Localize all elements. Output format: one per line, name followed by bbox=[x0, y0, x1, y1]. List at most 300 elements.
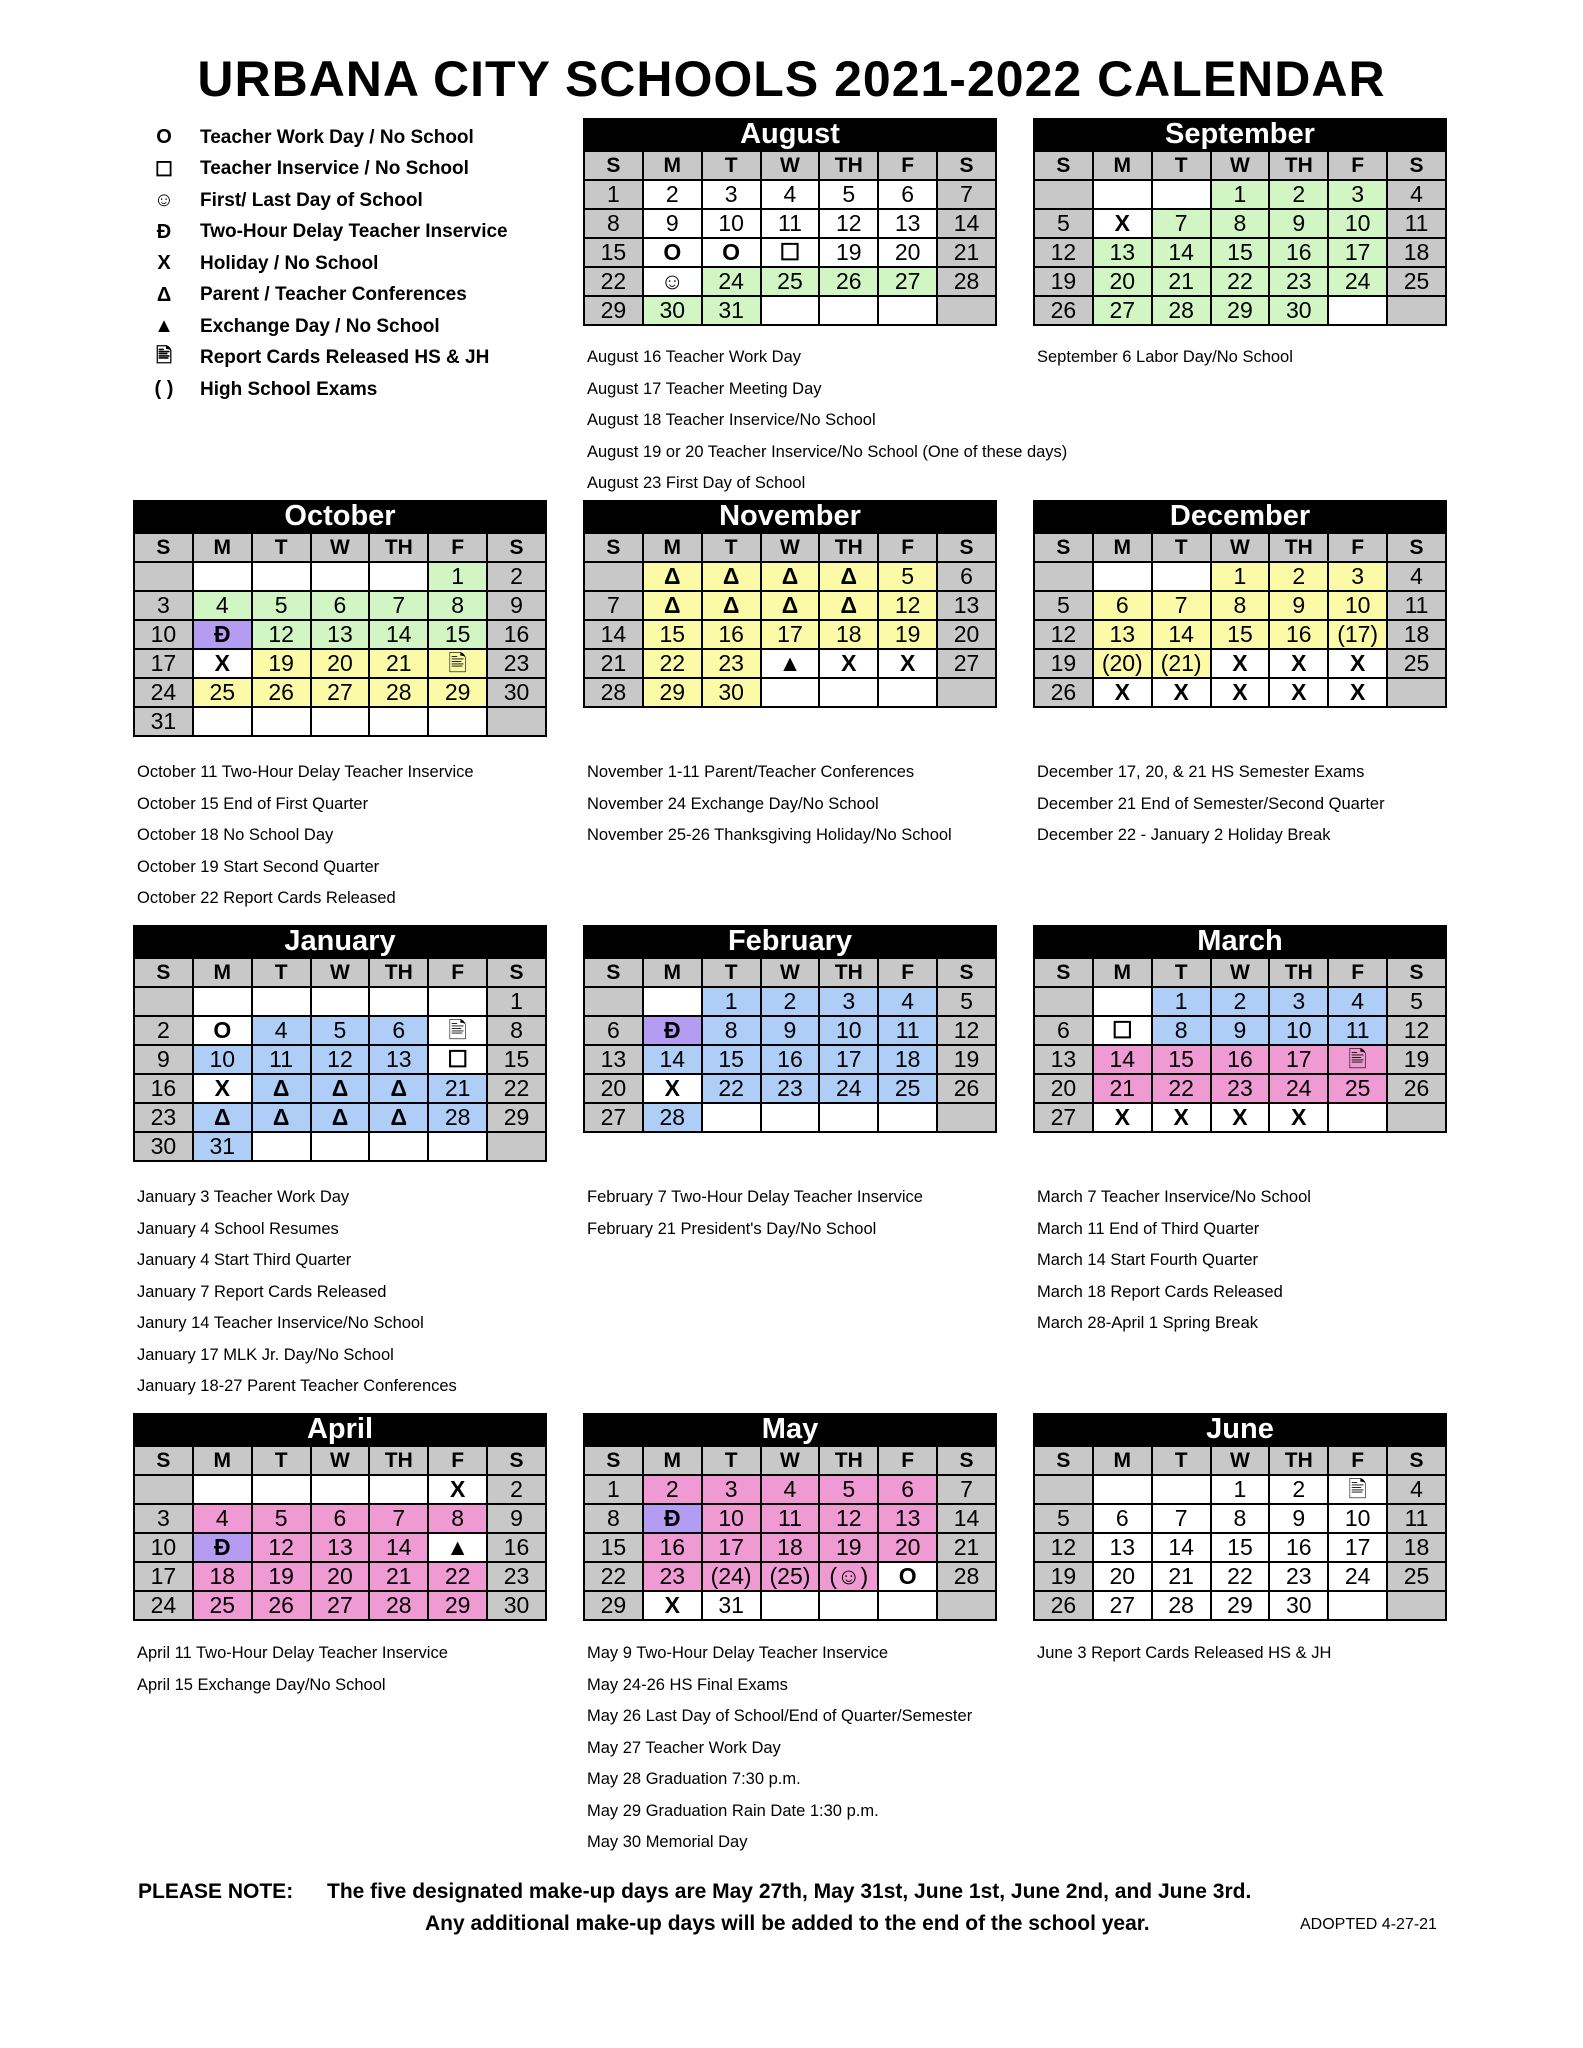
x-icon: X bbox=[1152, 678, 1211, 707]
day-cell: 4 bbox=[878, 987, 937, 1016]
day-cell: 21 bbox=[369, 649, 428, 678]
calendar-note: November 25-26 Thanksgiving Holiday/No School bbox=[587, 826, 952, 844]
day-cell: 19 bbox=[1034, 1562, 1093, 1591]
square-icon: ☐ bbox=[155, 158, 173, 181]
day-cell: 9 bbox=[487, 591, 546, 620]
weekday-label: S bbox=[584, 1446, 643, 1475]
x-icon: X bbox=[1269, 649, 1328, 678]
legend-label: Two-Hour Delay Teacher Inservice bbox=[200, 221, 508, 243]
weekday-label: W bbox=[311, 1446, 370, 1475]
day-cell: 5 bbox=[1034, 591, 1093, 620]
day-cell: 28 bbox=[1152, 1591, 1211, 1620]
month-may bbox=[583, 1413, 997, 1621]
notes-january bbox=[137, 1182, 637, 1403]
day-cell: 17 bbox=[1328, 238, 1387, 267]
month-header: December bbox=[1033, 500, 1447, 532]
day-cell: 31 bbox=[134, 707, 193, 736]
weekday-row bbox=[134, 1446, 546, 1475]
day-cell: 15 bbox=[584, 1533, 643, 1562]
day-cell: 13 bbox=[369, 1045, 428, 1074]
week-row bbox=[134, 591, 546, 620]
day-cell bbox=[819, 1103, 878, 1132]
calendar-note: October 15 End of First Quarter bbox=[137, 794, 369, 813]
week-row bbox=[584, 649, 996, 678]
day-cell bbox=[819, 296, 878, 325]
day-cell bbox=[1093, 562, 1152, 591]
month-august bbox=[583, 118, 997, 326]
day-cell bbox=[878, 678, 937, 707]
weekday-label: M bbox=[1093, 958, 1152, 987]
day-cell: 14 bbox=[1152, 1533, 1211, 1562]
week-row bbox=[1034, 209, 1446, 238]
day-cell: 6 bbox=[878, 180, 937, 209]
day-cell: 6 bbox=[937, 562, 996, 591]
week-row bbox=[1034, 1074, 1446, 1103]
day-cell: 29 bbox=[584, 296, 643, 325]
x-icon: X bbox=[1211, 1103, 1270, 1132]
day-cell: 26 bbox=[819, 267, 878, 296]
day-cell: 16 bbox=[1211, 1045, 1270, 1074]
day-cell bbox=[311, 1132, 370, 1161]
day-cell: 30 bbox=[643, 296, 702, 325]
report-card-icon: 🖹 bbox=[155, 345, 173, 368]
day-cell: 10 bbox=[134, 1533, 193, 1562]
month-header: March bbox=[1033, 925, 1447, 957]
day-cell: 22 bbox=[584, 1562, 643, 1591]
day-cell: 27 bbox=[1093, 1591, 1152, 1620]
day-cell: 14 bbox=[1093, 1045, 1152, 1074]
weekday-label: T bbox=[252, 958, 311, 987]
day-cell: 13 bbox=[1034, 1045, 1093, 1074]
day-cell bbox=[311, 707, 370, 736]
day-cell: 18 bbox=[1387, 620, 1446, 649]
day-cell: 8 bbox=[584, 209, 643, 238]
day-cell: 16 bbox=[1269, 1533, 1328, 1562]
day-cell bbox=[311, 1475, 370, 1504]
week-row bbox=[584, 1504, 996, 1533]
day-cell: 25 bbox=[193, 678, 252, 707]
day-cell bbox=[1387, 1591, 1446, 1620]
calendar-note: September 6 Labor Day/No School bbox=[1037, 348, 1293, 366]
notes-august bbox=[587, 342, 1087, 500]
day-cell: 28 bbox=[369, 1591, 428, 1620]
calendar-note: August 16 Teacher Work Day bbox=[587, 348, 802, 366]
day-cell: 15 bbox=[1152, 1045, 1211, 1074]
legend-label: High School Exams bbox=[200, 378, 378, 400]
delta-icon: Δ bbox=[311, 1103, 370, 1132]
weekday-label: M bbox=[1093, 1446, 1152, 1475]
month-header: June bbox=[1033, 1413, 1447, 1445]
day-cell: 20 bbox=[311, 649, 370, 678]
day-cell: 10 bbox=[702, 1504, 761, 1533]
day-cell bbox=[761, 678, 820, 707]
day-cell: 29 bbox=[643, 678, 702, 707]
calendar-note: February 21 President's Day/No School bbox=[587, 1219, 877, 1238]
weekday-label: F bbox=[878, 958, 937, 987]
weekday-label: W bbox=[761, 533, 820, 562]
calendar-note: May 30 Memorial Day bbox=[587, 1833, 748, 1851]
week-row bbox=[1034, 562, 1446, 591]
day-cell: 27 bbox=[311, 1591, 370, 1620]
weekday-label: S bbox=[937, 151, 996, 180]
day-cell: 4 bbox=[1328, 987, 1387, 1016]
day-cell bbox=[193, 707, 252, 736]
day-cell: 25 bbox=[1328, 1074, 1387, 1103]
day-cell: 5 bbox=[1387, 987, 1446, 1016]
day-cell: 27 bbox=[1093, 296, 1152, 325]
x-icon: X bbox=[643, 1074, 702, 1103]
weekday-label: F bbox=[878, 533, 937, 562]
calendar-note: December 22 - January 2 Holiday Break bbox=[1037, 826, 1331, 844]
day-cell: 17 bbox=[1269, 1045, 1328, 1074]
day-cell: 23 bbox=[643, 1562, 702, 1591]
day-cell: 30 bbox=[487, 1591, 546, 1620]
week-row bbox=[584, 678, 996, 707]
weekday-label: M bbox=[643, 958, 702, 987]
day-cell bbox=[193, 987, 252, 1016]
report-card-icon: 🖹 bbox=[428, 649, 487, 678]
day-cell: 23 bbox=[1269, 1562, 1328, 1591]
delta-icon: Δ bbox=[193, 1103, 252, 1132]
legend-item-conferences bbox=[150, 280, 508, 312]
x-icon: X bbox=[643, 1591, 702, 1620]
delta-icon: Δ bbox=[311, 1074, 370, 1103]
day-cell: 16 bbox=[1269, 620, 1328, 649]
weekday-label: S bbox=[1387, 1446, 1446, 1475]
weekday-label: F bbox=[878, 1446, 937, 1475]
day-cell: 28 bbox=[643, 1103, 702, 1132]
day-cell: 30 bbox=[487, 678, 546, 707]
day-cell: 16 bbox=[643, 1533, 702, 1562]
week-row bbox=[1034, 1016, 1446, 1045]
week-row bbox=[1034, 1533, 1446, 1562]
day-cell bbox=[878, 1103, 937, 1132]
calendar-note: January 7 Report Cards Released bbox=[137, 1282, 387, 1301]
weekday-label: S bbox=[1034, 1446, 1093, 1475]
weekday-label: F bbox=[1328, 151, 1387, 180]
month-november bbox=[583, 500, 997, 708]
weekday-label: W bbox=[1211, 533, 1270, 562]
day-cell: 22 bbox=[643, 649, 702, 678]
day-cell: 7 bbox=[369, 1504, 428, 1533]
month-header: January bbox=[133, 925, 547, 957]
day-cell bbox=[1328, 296, 1387, 325]
week-row bbox=[1034, 987, 1446, 1016]
delta-icon: Δ bbox=[761, 591, 820, 620]
weekday-label: F bbox=[1328, 958, 1387, 987]
day-cell: 24 bbox=[1328, 267, 1387, 296]
week-row bbox=[584, 1103, 996, 1132]
triangle-icon: ▲ bbox=[154, 315, 174, 338]
day-cell bbox=[193, 562, 252, 591]
weekday-label: S bbox=[1387, 151, 1446, 180]
day-cell: 30 bbox=[1269, 296, 1328, 325]
calendar-note: May 26 Last Day of School/End of Quarter/Semester bbox=[587, 1707, 973, 1725]
day-cell bbox=[252, 1132, 311, 1161]
week-row bbox=[1034, 238, 1446, 267]
day-cell: 10 bbox=[1328, 591, 1387, 620]
weekday-label: F bbox=[878, 151, 937, 180]
day-cell: 8 bbox=[428, 591, 487, 620]
day-cell bbox=[369, 1132, 428, 1161]
week-row bbox=[134, 562, 546, 591]
day-cell: 22 bbox=[702, 1074, 761, 1103]
calendar-note: May 28 Graduation 7:30 p.m. bbox=[587, 1770, 801, 1788]
day-cell: 2 bbox=[761, 987, 820, 1016]
weekday-label: TH bbox=[819, 958, 878, 987]
weekday-label: W bbox=[761, 958, 820, 987]
day-cell bbox=[369, 562, 428, 591]
day-cell: 1 bbox=[428, 562, 487, 591]
week-row bbox=[134, 1591, 546, 1620]
day-cell: 25 bbox=[1387, 1562, 1446, 1591]
day-cell bbox=[311, 987, 370, 1016]
weekday-label: S bbox=[584, 151, 643, 180]
report-card-icon: 🖹 bbox=[1328, 1045, 1387, 1074]
calendar-note: April 15 Exchange Day/No School bbox=[137, 1675, 386, 1694]
day-cell: 25 bbox=[1387, 267, 1446, 296]
day-cell: 11 bbox=[878, 1016, 937, 1045]
legend-item-two-hour-delay bbox=[150, 217, 508, 249]
day-cell: 16 bbox=[1269, 238, 1328, 267]
weekday-label: M bbox=[643, 533, 702, 562]
week-row bbox=[584, 209, 996, 238]
day-cell: 26 bbox=[1034, 1591, 1093, 1620]
day-cell bbox=[1387, 296, 1446, 325]
month-grid bbox=[1033, 532, 1447, 708]
day-cell: 8 bbox=[1152, 1016, 1211, 1045]
day-cell: 3 bbox=[1269, 987, 1328, 1016]
day-cell: 5 bbox=[819, 1475, 878, 1504]
weekday-label: T bbox=[702, 533, 761, 562]
calendar-note: August 23 First Day of School bbox=[587, 474, 806, 492]
day-cell: 21 bbox=[1152, 1562, 1211, 1591]
calendar-note: November 24 Exchange Day/No School bbox=[587, 794, 879, 813]
day-cell: 8 bbox=[584, 1504, 643, 1533]
calendar-note: Janury 14 Teacher Inservice/No School bbox=[137, 1314, 424, 1332]
day-cell: 26 bbox=[252, 1591, 311, 1620]
circle-icon: O bbox=[878, 1562, 937, 1591]
notes-april bbox=[137, 1638, 637, 1701]
day-cell: 29 bbox=[487, 1103, 546, 1132]
day-cell: 17 bbox=[819, 1045, 878, 1074]
day-cell: 18 bbox=[878, 1045, 937, 1074]
day-cell: 20 bbox=[937, 620, 996, 649]
calendar-note: March 11 End of Third Quarter bbox=[1037, 1219, 1260, 1238]
weekday-label: S bbox=[134, 958, 193, 987]
day-cell: 19 bbox=[1034, 267, 1093, 296]
day-cell bbox=[252, 562, 311, 591]
week-row bbox=[584, 296, 996, 325]
calendar-note: November 1-11 Parent/Teacher Conferences bbox=[587, 763, 915, 781]
delta-icon: Δ bbox=[819, 591, 878, 620]
day-cell bbox=[134, 562, 193, 591]
day-cell: 3 bbox=[134, 1504, 193, 1533]
day-cell: 19 bbox=[252, 1562, 311, 1591]
notes-october bbox=[137, 757, 637, 915]
day-cell: 28 bbox=[369, 678, 428, 707]
weekday-label: T bbox=[702, 958, 761, 987]
x-icon: X bbox=[1269, 1103, 1328, 1132]
day-cell: 27 bbox=[937, 649, 996, 678]
circle-icon: O bbox=[156, 126, 172, 149]
day-cell: 4 bbox=[761, 1475, 820, 1504]
day-cell bbox=[252, 707, 311, 736]
day-cell: 15 bbox=[1211, 620, 1270, 649]
weekday-label: T bbox=[252, 1446, 311, 1475]
day-cell: 8 bbox=[1211, 591, 1270, 620]
x-icon: X bbox=[193, 1074, 252, 1103]
weekday-label: S bbox=[134, 533, 193, 562]
day-cell: 7 bbox=[937, 1475, 996, 1504]
weekday-row bbox=[134, 958, 546, 987]
day-cell: 5 bbox=[311, 1016, 370, 1045]
day-cell: 5 bbox=[252, 591, 311, 620]
month-grid bbox=[583, 532, 997, 708]
circle-icon: O bbox=[643, 238, 702, 267]
weekday-label: M bbox=[1093, 151, 1152, 180]
day-cell: 4 bbox=[193, 1504, 252, 1533]
day-cell: 1 bbox=[584, 1475, 643, 1504]
d-stroke-icon: Đ bbox=[643, 1016, 702, 1045]
day-cell: 12 bbox=[878, 591, 937, 620]
week-row bbox=[1034, 620, 1446, 649]
adopted-date: ADOPTED 4-27-21 bbox=[1300, 1916, 1437, 1933]
weekday-label: S bbox=[487, 1446, 546, 1475]
day-cell bbox=[761, 1591, 820, 1620]
calendar-note: January 18-27 Parent Teacher Conferences bbox=[137, 1377, 457, 1395]
day-cell: 17 bbox=[134, 649, 193, 678]
day-cell bbox=[428, 707, 487, 736]
calendar-note: March 7 Teacher Inservice/No School bbox=[1037, 1188, 1311, 1206]
weekday-row bbox=[1034, 958, 1446, 987]
x-icon: X bbox=[1152, 1103, 1211, 1132]
day-cell bbox=[937, 296, 996, 325]
day-cell: 17 bbox=[1328, 1533, 1387, 1562]
month-header: August bbox=[583, 118, 997, 150]
day-cell: 5 bbox=[252, 1504, 311, 1533]
day-cell: 19 bbox=[1387, 1045, 1446, 1074]
week-row bbox=[1034, 267, 1446, 296]
weekday-label: T bbox=[1152, 151, 1211, 180]
month-grid bbox=[1033, 957, 1447, 1133]
day-cell: 20 bbox=[1034, 1074, 1093, 1103]
x-icon: X bbox=[1328, 678, 1387, 707]
calendar-note: December 17, 20, & 21 HS Semester Exams bbox=[1037, 763, 1365, 781]
day-cell: 1 bbox=[584, 180, 643, 209]
weekday-label: T bbox=[252, 533, 311, 562]
notes-february bbox=[587, 1182, 1087, 1245]
day-cell: 24 bbox=[819, 1074, 878, 1103]
day-cell: 1 bbox=[1211, 1475, 1270, 1504]
day-cell bbox=[643, 987, 702, 1016]
day-cell: 23 bbox=[1211, 1074, 1270, 1103]
month-grid bbox=[583, 1445, 997, 1621]
day-cell: 15 bbox=[428, 620, 487, 649]
week-row bbox=[584, 591, 996, 620]
week-row bbox=[134, 620, 546, 649]
week-row bbox=[134, 1045, 546, 1074]
notes-november bbox=[587, 757, 1087, 852]
weekday-label: T bbox=[1152, 958, 1211, 987]
weekday-label: W bbox=[1211, 151, 1270, 180]
day-cell: 17 bbox=[761, 620, 820, 649]
day-cell bbox=[1093, 987, 1152, 1016]
calendar-note: August 19 or 20 Teacher Inservice/No School (One of these days) bbox=[587, 442, 1068, 461]
delta-icon: Δ bbox=[369, 1103, 428, 1132]
circle-icon: O bbox=[193, 1016, 252, 1045]
day-cell: 9 bbox=[761, 1016, 820, 1045]
day-cell bbox=[369, 707, 428, 736]
day-cell: 29 bbox=[428, 678, 487, 707]
day-cell: 3 bbox=[1328, 562, 1387, 591]
week-row bbox=[584, 620, 996, 649]
weekday-row bbox=[1034, 533, 1446, 562]
month-march bbox=[1033, 925, 1447, 1133]
legend-label: Report Cards Released HS & JH bbox=[200, 347, 490, 369]
day-cell: 12 bbox=[819, 1504, 878, 1533]
day-cell bbox=[487, 1132, 546, 1161]
x-icon: X bbox=[157, 252, 171, 275]
notes-june bbox=[1037, 1638, 1537, 1670]
day-cell: 27 bbox=[584, 1103, 643, 1132]
day-cell bbox=[311, 562, 370, 591]
day-cell bbox=[937, 1591, 996, 1620]
day-cell: 3 bbox=[702, 1475, 761, 1504]
week-row bbox=[1034, 1045, 1446, 1074]
delta-icon: Δ bbox=[761, 562, 820, 591]
legend-item-inservice bbox=[150, 154, 508, 186]
smiley-icon: ☺ bbox=[643, 267, 702, 296]
day-cell: 8 bbox=[487, 1016, 546, 1045]
week-row bbox=[134, 1475, 546, 1504]
day-cell: 5 bbox=[819, 180, 878, 209]
day-cell: 11 bbox=[1328, 1016, 1387, 1045]
weekday-label: S bbox=[937, 958, 996, 987]
day-cell: 3 bbox=[819, 987, 878, 1016]
notes-may bbox=[587, 1638, 1087, 1859]
calendar-note: August 17 Teacher Meeting Day bbox=[587, 379, 822, 398]
day-cell: 5 bbox=[878, 562, 937, 591]
day-cell: 19 bbox=[819, 238, 878, 267]
week-row bbox=[134, 1533, 546, 1562]
legend-item-first-last-day bbox=[150, 185, 508, 217]
day-cell: 28 bbox=[937, 267, 996, 296]
month-february bbox=[583, 925, 997, 1133]
calendar-note: May 24-26 HS Final Exams bbox=[587, 1675, 788, 1694]
day-cell: 13 bbox=[878, 1504, 937, 1533]
day-cell: 14 bbox=[937, 209, 996, 238]
week-row bbox=[584, 238, 996, 267]
weekday-label: T bbox=[702, 1446, 761, 1475]
weekday-row bbox=[134, 533, 546, 562]
weekday-label: F bbox=[428, 958, 487, 987]
x-icon: X bbox=[1211, 649, 1270, 678]
day-cell: 23 bbox=[1269, 267, 1328, 296]
day-cell: 26 bbox=[1034, 678, 1093, 707]
day-cell: 27 bbox=[878, 267, 937, 296]
x-icon: X bbox=[1211, 678, 1270, 707]
day-cell: 30 bbox=[1269, 1591, 1328, 1620]
notes-december bbox=[1037, 757, 1537, 852]
day-cell: 5 bbox=[1034, 1504, 1093, 1533]
day-cell: 15 bbox=[1211, 1533, 1270, 1562]
weekday-label: S bbox=[487, 533, 546, 562]
weekday-label: S bbox=[584, 958, 643, 987]
day-cell bbox=[428, 1132, 487, 1161]
weekday-label: F bbox=[428, 1446, 487, 1475]
day-cell: 13 bbox=[937, 591, 996, 620]
